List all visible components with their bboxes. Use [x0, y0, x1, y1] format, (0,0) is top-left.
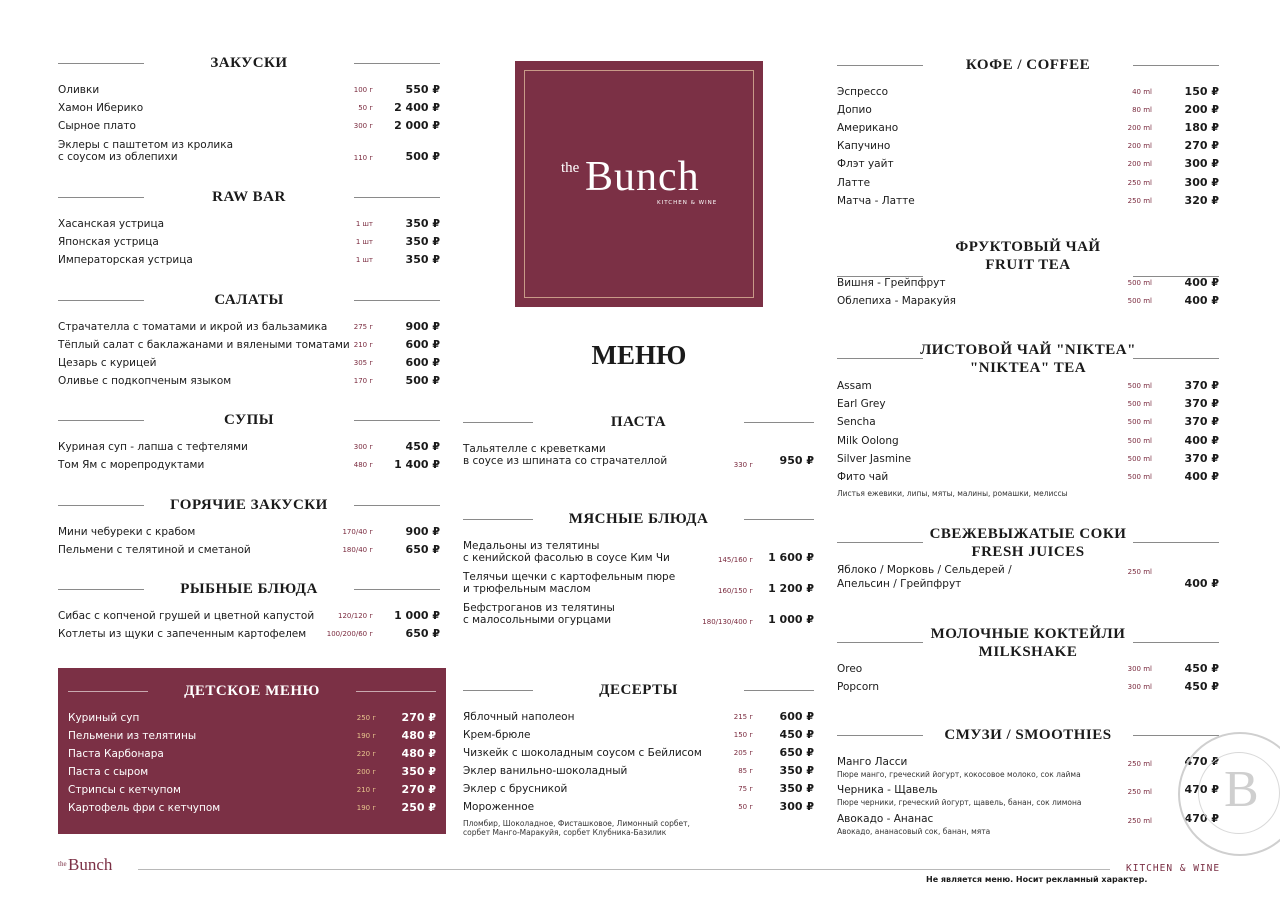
- page-title: МЕНЮ: [591, 340, 687, 370]
- section-title-coffee: КОФЕ / COFFEE: [837, 55, 1219, 75]
- footer-divider: [138, 869, 1110, 870]
- section-title-salaty: САЛАТЫ: [58, 290, 440, 310]
- section-title-desserts: ДЕСЕРТЫ: [463, 680, 814, 700]
- section-title-milkshake: МОЛОЧНЫЕ КОКТЕЙЛИ MILKSHAKE: [837, 625, 1219, 663]
- logo-subtitle: KITCHEN & WINE: [657, 200, 718, 206]
- stamp-letter: B: [1224, 761, 1259, 818]
- section-title-goryachie: ГОРЯЧИЕ ЗАКУСКИ: [58, 495, 440, 515]
- section-title-pasta: ПАСТА: [463, 412, 814, 432]
- section-title-supy: СУПЫ: [58, 410, 440, 430]
- section-title-fruit-tea: ФРУКТОВЫЙ ЧАЙ FRUIT TEA: [837, 238, 1219, 276]
- logo-the: the: [561, 160, 580, 176]
- logo-bunch: Bunch: [585, 154, 700, 200]
- section-title-leaf-tea: ЛИСТОВОЙ ЧАЙ "NIKTEA" "NIKTEA" TEA: [837, 341, 1219, 379]
- section-title-ryba: РЫБНЫЕ БЛЮДА: [58, 579, 440, 599]
- section-title-smoothies: СМУЗИ / SMOOTHIES: [837, 725, 1219, 745]
- section-title-rawbar: RAW BAR: [58, 187, 440, 207]
- section-title-zakuski: ЗАКУСКИ: [58, 53, 440, 73]
- footer-logo-bunch: Bunch: [68, 855, 113, 874]
- footer-disclaimer: Не является меню. Носит рекламный характер.: [926, 875, 1148, 884]
- section-title-meat: МЯСНЫЕ БЛЮДА: [463, 509, 814, 529]
- brand-logo-panel: [515, 61, 763, 307]
- footer-kitchen-wine: KITCHEN & WINE: [1126, 863, 1221, 874]
- section-title-kids: ДЕТСКОЕ МЕНЮ: [68, 681, 436, 701]
- kids-menu-panel: ДЕТСКОЕ МЕНЮ Куриный суп 250 г 270 ₽ Пельмени из телятины 190 г 480 ₽ Паста Карбонара 220 г 480 ₽ Паста с сыром 200 г 350 ₽ Стрипсы с кетчупом 210 г 270 ₽ Картофель фри с кетчупом 190 г 250 ₽: [58, 668, 446, 834]
- footer-logo-the: the: [58, 860, 67, 868]
- section-title-juices: СВЕЖЕВЫЖАТЫЕ СОКИ FRESH JUICES: [837, 525, 1219, 563]
